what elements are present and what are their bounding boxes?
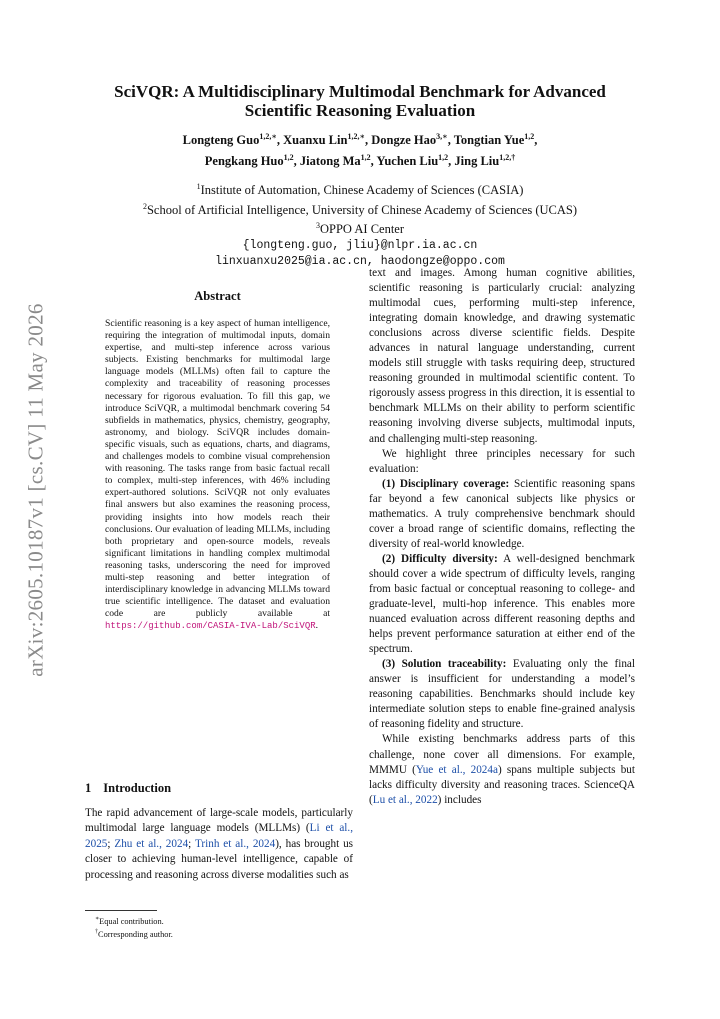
author-sup: 1,2 <box>360 153 371 163</box>
footnote-equal <box>95 914 173 927</box>
abstract-heading: Abstract <box>194 289 241 303</box>
right-column <box>369 266 635 808</box>
affiliation-3 <box>90 218 630 238</box>
paper-title <box>90 82 630 120</box>
citation-link[interactable]: Zhu et al., 2024 <box>114 837 189 850</box>
principle-text: A well-designed benchmark should cover a wide spectrum of difficulty levels, ranging from basic factual or conceptual reasoning to college- and graduate-level, multi-hop inference. This enables more nuanced evaluation across different reasoning depths and helps prevent performance saturation at either end of the spectrum. <box>369 552 635 656</box>
citation-link[interactable]: Li et al., 2025 <box>85 822 354 850</box>
author-sep: , <box>293 154 300 169</box>
principle-text: Evaluating only the final answer is insufficient for understanding a model’s reasoning capabilities. Benchmarks should include key intermediate solution steps to enable fine-grained analysis of reasoning fidelity and structure. <box>369 658 635 731</box>
author-list <box>90 128 630 170</box>
author-sep: , <box>370 154 377 169</box>
section-number: 1 <box>85 781 92 795</box>
title-line-1: SciVQR: A Multidisciplinary Multimodal Benchmark for Advanced <box>114 82 606 101</box>
section-heading-introduction <box>85 781 171 796</box>
author-name: Jing Liu <box>454 154 500 169</box>
author-sup: 1,2,∗ <box>259 132 277 141</box>
affiliations <box>90 179 630 271</box>
email-line-2: linxuanxu2025@ia.ac.cn, haodongze@oppo.com <box>215 255 505 269</box>
author-sup: 1,2 <box>438 153 449 163</box>
affiliation-sup: 1 <box>196 182 201 191</box>
author-line-2 <box>90 149 630 170</box>
footnote-divider <box>85 910 157 911</box>
author-sep: , <box>534 133 538 148</box>
email-line-1: {longteng.guo, jliu}@nlpr.ia.ac.cn <box>242 238 478 252</box>
affiliation-text: Institute of Automation, Chinese Academy of Sciences (CASIA) <box>200 183 524 198</box>
principle-heading: (3) Solution traceability: <box>382 658 507 671</box>
principle-coverage <box>369 477 635 552</box>
author-sup: 1,2,† <box>499 153 516 163</box>
citation-link[interactable]: Yue et al., 2024a <box>415 763 498 776</box>
citation-link[interactable]: Trinh et al., 2024 <box>194 837 276 850</box>
intro-paragraph <box>85 806 353 883</box>
author-sep: , <box>276 133 284 148</box>
paragraph-text: ) includes <box>437 793 482 806</box>
intro-text: ), has brought us closer to achieving human-level intelligence, capable of processing and reasoning across diverse modalities such as <box>85 837 354 881</box>
author-sep: , <box>447 133 454 148</box>
abstract-end: . <box>315 620 319 632</box>
footnote-mark: † <box>95 929 98 936</box>
affiliation-sup: 2 <box>142 201 147 211</box>
author-name: Yuchen Liu <box>376 154 439 169</box>
author-sup: 1,2 <box>524 132 535 141</box>
affiliation-2 <box>90 199 630 219</box>
arxiv-stamp <box>14 290 58 690</box>
footnotes <box>95 914 173 941</box>
footnote-text: Equal contribution. <box>99 916 164 926</box>
author-name: Dongze Hao <box>371 133 437 148</box>
author-name: Xuanxu Lin <box>283 133 348 148</box>
intro-text: The rapid advancement of large-scale models, particularly multimodal large language models (MLLMs) ( <box>85 807 353 835</box>
principle-heading: (1) Disciplinary coverage: <box>382 477 510 490</box>
author-sep: , <box>364 133 372 148</box>
paragraph-text: While existing benchmarks address parts of this challenge, none cover all dimensions. For example, MMMU ( <box>369 733 635 776</box>
author-sup: 3,∗ <box>436 132 448 141</box>
affiliation-text: School of Artificial Intelligence, University of Chinese Academy of Sciences (UCAS) <box>146 202 578 217</box>
paragraph-text: ) spans multiple subjects but lacks difficulty diversity and reasoning traces. ScienceQA ( <box>369 763 636 806</box>
github-link[interactable]: https://github.com/CASIA-IVA-Lab/SciVQR <box>105 621 316 632</box>
right-paragraph-6 <box>369 732 635 807</box>
author-name: Pengkang Huo <box>204 154 284 169</box>
footnote-mark: ∗ <box>95 916 100 922</box>
author-sup: 1,2 <box>283 153 294 163</box>
principle-traceability <box>369 657 635 732</box>
section-title: Introduction <box>103 781 172 795</box>
right-paragraph-2: We highlight three principles necessary for such evaluation: <box>369 447 635 475</box>
footnote-corresponding <box>95 927 173 940</box>
author-sup: 1,2,∗ <box>347 132 365 141</box>
principle-heading: (2) Difficulty diversity: <box>382 552 498 565</box>
title-line-2: Scientific Reasoning Evaluation <box>244 101 476 120</box>
affiliation-1 <box>90 179 630 199</box>
footnote-text: Corresponding author. <box>98 930 173 940</box>
intro-text: ; <box>107 837 115 850</box>
abstract-paragraph: Scientific reasoning is a key aspect of human intelligence, requiring the integration of multimodal inputs, domain expertise, and multi-step inference across various subjects. Existing benchmarks for multimodal large language models (MLLMs) often fail to capture the complexity and traceability of reasoning processes necessary for rigorous evaluation. To fill this gap, we introduce SciVQR, a multimodal benchmark covering 54 subfields in mathematics, physics, chemistry, geography, astronomy, and biology. SciVQR includes domain-specific visuals, such as equations, charts, and diagrams, and challenges models to combine visual comprehension with reasoning. The tasks range from basic factual recall to complex, multi-step inferences, with 46% including expert-authored solutions. SciVQR not only evaluates final answers but also examines the reasoning process, providing insights into how models reach their conclusions. Our evaluation of leading MLLMs, including both proprietary and open-source models, reveals significant limitations in handling complex multimodal reasoning tasks, underscoring the need for improved multi-step reasoning and better integration of interdisciplinary knowledge in advancing MLLMs toward true scientific intelligence. The dataset and evaluation code are publicly available at <box>105 318 330 620</box>
intro-text: ; <box>188 837 195 850</box>
author-sep: , <box>448 154 455 169</box>
author-name: Longteng Guo <box>182 133 260 148</box>
principle-difficulty <box>369 552 635 657</box>
affiliation-text: OPPO AI Center <box>319 222 405 237</box>
right-paragraph-1: text and images. Among human cognitive abilities, scientific reasoning is particularly crucial: analyzing multimodal cues, performing multi-step inference, integrating domain knowledge, and drawing systematic conclusions across diverse scientific fields. Despite advances in natural language understanding, current models still struggle with tasks requiring deep, structured reasoning grounded in multimodal scientific content. To rigorously assess progress in this direction, it is essential to benchmark MLLMs on their ability to perform scientific reasoning involving diverse subjects, multimodal inputs, and challenging multi-step reasoning. <box>369 267 635 445</box>
author-line-1 <box>90 128 630 149</box>
principle-text: Scientific reasoning spans far beyond a few canonical subjects like physics or mathematics. A truly comprehensive benchmark should cover a broad range of scientific domains, reflecting the diversity of real-world knowledge. <box>369 477 635 550</box>
author-name: Tongtian Yue <box>453 133 525 148</box>
affiliation-sup: 3 <box>315 221 320 231</box>
arxiv-id: arXiv:2605.10187v1 [cs.CV] 11 May 2026 <box>23 303 48 677</box>
citation-link[interactable]: Lu et al., 2022 <box>372 793 438 806</box>
author-name: Jiatong Ma <box>299 154 361 169</box>
abstract-text <box>105 318 330 632</box>
